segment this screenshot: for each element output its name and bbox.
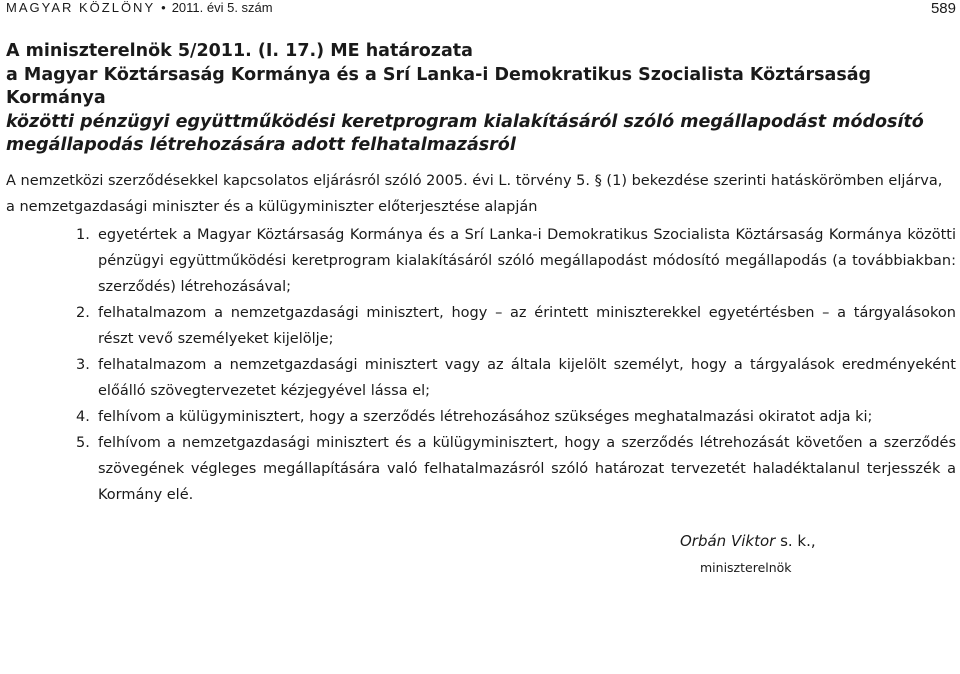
item-text: egyetértek a Magyar Köztársaság Kormánya és a Srí Lanka-i Demokratikus Szocialista Köztársaság Kormánya közötti pénzügyi együttműködési keretprogram kialakításáról szóló megállapodást módosító megállapodás (a továbbiakban: szerződés) létrehozásával; xyxy=(98,227,956,295)
resolution-items xyxy=(6,222,956,508)
item-text: felhívom a külügyminisztert, hogy a szerződés létrehozásához szükséges meghatalmazási okiratot adja ki; xyxy=(98,409,873,425)
preamble-line-1: A nemzetközi szerződésekkel kapcsolatos eljárásról szóló 2005. évi L. törvény 5. § (1) bekezdése szerinti hatáskörömben eljárva, xyxy=(6,173,943,189)
item-text: felhatalmazom a nemzetgazdasági minisztert vagy az általa kijelölt személyt, hogy a tárgyalások eredményeként előálló szövegtervezetet kézjegyével lássa el; xyxy=(98,357,956,399)
list-item xyxy=(6,352,956,404)
page-header xyxy=(6,0,956,20)
title-line-1: A miniszterelnök 5/2011. (I. 17.) ME határozata xyxy=(6,41,473,61)
list-item xyxy=(6,404,956,430)
bullet-icon: • xyxy=(161,0,166,15)
item-number: 5. xyxy=(76,435,90,451)
list-item xyxy=(6,300,956,352)
item-number: 2. xyxy=(76,305,90,321)
list-item xyxy=(6,222,956,300)
preamble xyxy=(6,168,956,220)
item-number: 3. xyxy=(76,357,90,373)
preamble-line-2: a nemzetgazdasági miniszter és a külügyminiszter előterjesztése alapján xyxy=(6,199,538,215)
journal-header xyxy=(6,0,273,15)
title-line-4: megállapodás létrehozására adott felhatalmazásról xyxy=(6,135,516,155)
resolution-title xyxy=(6,40,956,158)
page-number: 589 xyxy=(930,0,956,17)
list-item xyxy=(6,430,956,508)
signature xyxy=(680,532,816,550)
signature-suffix: s. k., xyxy=(775,532,816,550)
item-text: felhatalmazom a nemzetgazdasági minisztert, hogy – az érintett miniszterekkel egyetértésben – a tárgyalásokon részt vevő személyeket kijelölje; xyxy=(98,305,956,347)
title-line-2: a Magyar Köztársaság Kormánya és a Srí Lanka-i Demokratikus Szocialista Köztársaság Kormánya xyxy=(6,64,872,108)
journal-name: MAGYAR KÖZLÖNY xyxy=(6,0,156,15)
item-number: 1. xyxy=(76,227,90,243)
issue-info: 2011. évi 5. szám xyxy=(171,0,273,15)
signatory-role: miniszterelnök xyxy=(700,560,792,575)
signatory-name: Orbán Viktor xyxy=(680,532,776,550)
title-line-3: közötti pénzügyi együttműködési keretprogram kialakításáról szóló megállapodást módosító xyxy=(6,111,924,132)
item-number: 4. xyxy=(76,409,90,425)
item-text: felhívom a nemzetgazdasági minisztert és a külügyminisztert, hogy a szerződés létrehozását követően a szerződés szövegének végleges megállapítására való felhatalmazásról szóló határozat tervezetét haladéktalanul terjesszék a Kormány elé. xyxy=(98,435,956,503)
